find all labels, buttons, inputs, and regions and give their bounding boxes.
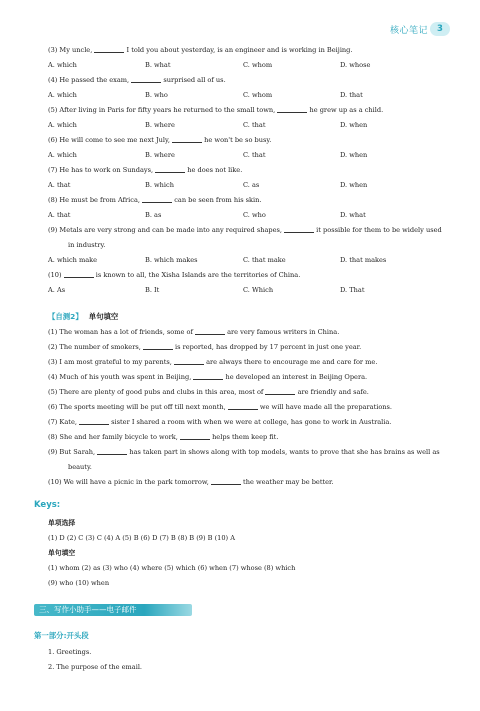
writing-banner	[34, 604, 192, 616]
section-title-fill	[48, 312, 448, 322]
answer-blank	[79, 418, 109, 425]
option: A. which make	[48, 256, 98, 264]
question-text-before: (6) He will come to see me next July,	[48, 136, 173, 144]
fill-question	[48, 358, 448, 367]
fill-question	[48, 343, 448, 352]
option: B. where	[145, 121, 175, 129]
question-text-after: has taken part in shows along with top models, wants to prove that she has brains as well as	[127, 448, 440, 456]
option: C. whom	[243, 61, 273, 69]
options-row	[48, 121, 448, 130]
keys-mc-answers: (1) D (2) C (3) C (4) A (5) B (6) D (7) B (8) B (9) B (10) A	[48, 534, 235, 542]
options-row	[48, 61, 448, 70]
option: A. which	[48, 151, 77, 159]
options-row	[48, 151, 448, 160]
question-text-before: (2) The number of smokers,	[48, 343, 143, 351]
mc-question	[48, 166, 448, 175]
question-text-after: are very famous writers in China.	[225, 328, 340, 336]
answer-blank	[211, 478, 241, 485]
question-text-before: (3) I am most grateful to my parents,	[48, 358, 174, 366]
option: C. as	[243, 181, 260, 189]
answer-blank	[195, 328, 225, 335]
option: C. whom	[243, 91, 273, 99]
fill-question	[48, 478, 448, 487]
question-text-before: (4) He passed the exam,	[48, 76, 132, 84]
fill-in-list	[48, 328, 448, 487]
answer-blank	[155, 166, 185, 173]
mc-question	[48, 76, 448, 85]
question-text-after: sister I shared a room with when we were at college, has gone to work in Australia.	[109, 418, 392, 426]
mc-question	[48, 106, 448, 115]
question-text-after: surprised all of us.	[161, 76, 226, 84]
answer-blank	[143, 343, 173, 350]
question-text-before: (9) Metals are very strong and can be made into any required shapes,	[48, 226, 285, 234]
question-text-before: (3) My uncle,	[48, 46, 95, 54]
fill-question	[48, 328, 448, 337]
question-text-after: the weather may be better.	[240, 478, 334, 486]
option: D. when	[340, 181, 368, 189]
option: C. that	[243, 151, 266, 159]
question-continuation: in industry.	[68, 241, 106, 249]
fill-question	[48, 433, 448, 442]
question-text-before: (4) Much of his youth was spent in Beijing,	[48, 373, 194, 381]
question-text-before: (5) There are plenty of good pubs and clubs in this area, most of	[48, 388, 266, 396]
mc-question	[48, 46, 448, 55]
page-number-badge: 3	[430, 22, 450, 36]
option: C. that make	[243, 256, 286, 264]
answer-blank	[131, 76, 161, 83]
answer-blank	[284, 226, 314, 233]
question-text-after: he grew up as a child.	[307, 106, 384, 114]
question-text-before: (1) The woman has a lot of friends, some of	[48, 328, 195, 336]
fill-question	[48, 373, 448, 382]
options-row	[48, 91, 448, 100]
question-text-after: helps them keep fit.	[209, 433, 279, 441]
options-row	[48, 286, 448, 295]
answer-blank	[64, 271, 94, 278]
mc-question	[48, 136, 448, 145]
question-text-before: (10)	[48, 271, 64, 279]
option: B. what	[145, 61, 171, 69]
answer-blank	[265, 388, 295, 395]
keys-title: Keys:	[34, 500, 61, 510]
option: B. It	[145, 286, 160, 294]
question-text-after: is known to all, the Xisha Islands are the territories of China.	[93, 271, 301, 279]
keys-fill-answers-line2: (9) who (10) when	[48, 579, 110, 587]
part-title: 第一部分:开头段	[34, 631, 89, 640]
multiple-choice-list	[48, 46, 448, 295]
option: B. as	[145, 211, 162, 219]
option: D. whose	[340, 61, 371, 69]
option: D. That	[340, 286, 365, 294]
question-text-after: it possible for them to be widely used	[314, 226, 442, 234]
header-title: 核心笔记	[389, 26, 428, 36]
option: A. As	[48, 286, 66, 294]
question-text-before: (9) But Sarah,	[48, 448, 98, 456]
option: C. who	[243, 211, 266, 219]
answer-blank	[193, 373, 223, 380]
option: D. that makes	[340, 256, 387, 264]
option: D. that	[340, 91, 363, 99]
page-header	[0, 22, 480, 38]
answer-blank	[97, 448, 127, 455]
option: A. which	[48, 121, 77, 129]
exercise-content	[48, 40, 448, 487]
question-text-before: (6) The sports meeting will be put off till next month,	[48, 403, 228, 411]
question-text-after: I told you about yesterday, is an engineer and is working in Beijing.	[124, 46, 353, 54]
question-continuation: beauty.	[68, 463, 92, 471]
option: D. what	[340, 211, 366, 219]
part-item: 1. Greetings.	[48, 648, 92, 656]
mc-question	[48, 196, 448, 205]
question-text-after: he developed an interest in Beijing Opera.	[223, 373, 368, 381]
option: B. who	[145, 91, 168, 99]
option: A. which	[48, 91, 77, 99]
answer-blank	[142, 196, 172, 203]
question-text-before: (8) He must be from Africa,	[48, 196, 143, 204]
option: D. when	[340, 151, 368, 159]
answer-blank	[277, 106, 307, 113]
section-name: 单句填空	[88, 312, 119, 321]
option: A. which	[48, 61, 77, 69]
answer-blank	[172, 136, 202, 143]
answer-blank	[228, 403, 258, 410]
option: B. which	[145, 181, 174, 189]
option: B. where	[145, 151, 175, 159]
keys-fill-heading: 单句填空	[48, 549, 76, 557]
option: C. Which	[243, 286, 274, 294]
question-text-after: can be seen from his skin.	[172, 196, 262, 204]
option: A. that	[48, 211, 71, 219]
question-text-before: (10) We will have a picnic in the park tomorrow,	[48, 478, 211, 486]
question-text-after: are always there to encourage me and care for me.	[203, 358, 378, 366]
part-item: 2. The purpose of the email.	[48, 663, 143, 671]
keys-fill-answers-line1: (1) whom (2) as (3) who (4) where (5) which (6) when (7) whose (8) which	[48, 564, 296, 572]
option: C. that	[243, 121, 266, 129]
answer-blank	[174, 358, 204, 365]
keys-mc-heading: 单项选择	[48, 519, 76, 527]
question-text-after: are friendly and safe.	[295, 388, 369, 396]
option: B. which makes	[145, 256, 198, 264]
fill-question	[48, 418, 448, 427]
mc-question	[48, 271, 448, 280]
option: A. that	[48, 181, 71, 189]
question-text-before: (5) After living in Paris for fifty years he returned to the small town,	[48, 106, 278, 114]
question-text-after: is reported, has dropped by 17 percent in just one year.	[172, 343, 362, 351]
answer-blank	[94, 46, 124, 53]
banner-text: 三、写作小助手——电子邮件	[39, 605, 137, 614]
option: D. when	[340, 121, 368, 129]
options-row	[48, 211, 448, 220]
question-text-after: he won't be so busy.	[202, 136, 272, 144]
fill-question	[48, 403, 448, 412]
question-text-after: he does not like.	[185, 166, 243, 174]
question-text-before: (8) She and her family bicycle to work,	[48, 433, 180, 441]
question-text-after: we will have made all the preparations.	[257, 403, 393, 411]
answer-keys	[48, 513, 448, 588]
question-text-before: (7) He has to work on Sundays,	[48, 166, 156, 174]
fill-question	[48, 448, 448, 472]
fill-question	[48, 388, 448, 397]
answer-blank	[180, 433, 210, 440]
options-row	[48, 181, 448, 190]
section-tag: 【自测2】	[48, 312, 83, 321]
question-text-before: (7) Kate,	[48, 418, 80, 426]
part-list	[48, 642, 448, 672]
mc-question	[48, 226, 448, 250]
options-row	[48, 256, 448, 265]
